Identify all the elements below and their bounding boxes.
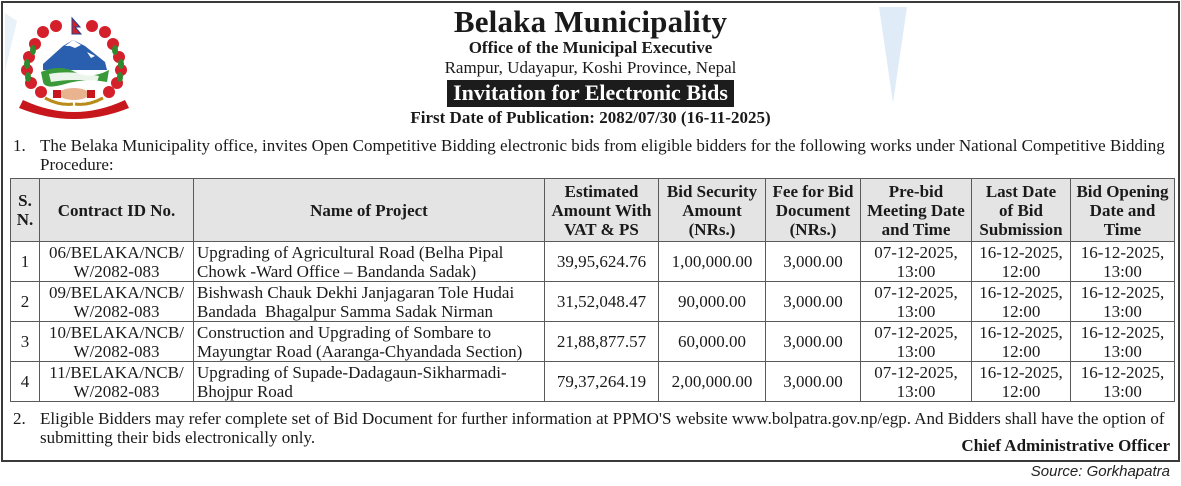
cell-project: Bishwash Chauk Dekhi Janjagaran Tole Hudai Bandada Bhagalpur Samma Sadak Nirman <box>194 282 545 322</box>
table-header-row <box>11 179 1175 242</box>
cell-opening: 16-12-2025, 13:00 <box>1071 242 1175 282</box>
column-header-security: Bid Security Amount (NRs.) <box>659 179 766 242</box>
column-header-opening: Bid Opening Date and Time <box>1071 179 1175 242</box>
cell-fee: 3,000.00 <box>766 242 861 282</box>
cell-security: 1,00,000.00 <box>659 242 766 282</box>
cell-prebid: 07-12-2025, 13:00 <box>861 362 972 402</box>
cell-last-date: 16-12-2025, 12:00 <box>972 362 1071 402</box>
notice-banner: Invitation for Electronic Bids <box>447 80 734 107</box>
publication-date: First Date of Publication: 2082/07/30 (16-11-2025) <box>410 108 771 127</box>
column-header-sn: S. N. <box>11 179 40 242</box>
bids-table <box>10 178 1175 402</box>
cell-opening: 16-12-2025, 13:00 <box>1071 362 1175 402</box>
cell-estimated: 39,95,624.76 <box>545 242 659 282</box>
cell-contract-id: 10/BELAKA/NCB/ W/2082-083 <box>40 322 194 362</box>
paragraph-number: 2. <box>13 409 26 428</box>
cell-contract-id: 06/BELAKA/NCB/ W/2082-083 <box>40 242 194 282</box>
table-row <box>11 282 1175 322</box>
paragraph-number: 1. <box>13 136 26 155</box>
cell-estimated: 79,37,264.19 <box>545 362 659 402</box>
cell-sn: 2 <box>11 282 40 322</box>
cell-fee: 3,000.00 <box>766 282 861 322</box>
table-row <box>11 362 1175 402</box>
cell-prebid: 07-12-2025, 13:00 <box>861 322 972 362</box>
cell-prebid: 07-12-2025, 13:00 <box>861 282 972 322</box>
cell-estimated: 21,88,877.57 <box>545 322 659 362</box>
cell-last-date: 16-12-2025, 12:00 <box>972 242 1071 282</box>
cell-sn: 1 <box>11 242 40 282</box>
table-row <box>11 322 1175 362</box>
column-header-project: Name of Project <box>194 179 545 242</box>
bid-notice <box>1 1 1180 462</box>
source-credit: Source: Gorkhapatra <box>1030 463 1170 480</box>
paragraph-text: Eligible Bidders may refer complete set of Bid Document for further information at PPMO'S website www.bolpatra.gov.np/egp. And Bidders shall have the option of submitting their bids electronically only. <box>40 409 1165 447</box>
cell-estimated: 31,52,048.47 <box>545 282 659 322</box>
cell-contract-id: 11/BELAKA/NCB/ W/2082-083 <box>40 362 194 402</box>
cell-project: Upgrading of Agricultural Road (Belha Pipal Chowk -Ward Office – Bandanda Sadak) <box>194 242 545 282</box>
cell-project: Upgrading of Supade-Dadagaun-Sikharmadi- Bhojpur Road <box>194 362 545 402</box>
paragraph-1 <box>13 136 1173 174</box>
column-header-estimated: Estimated Amount With VAT & PS <box>545 179 659 242</box>
cell-last-date: 16-12-2025, 12:00 <box>972 322 1071 362</box>
office-name: Office of the Municipal Executive <box>468 38 713 57</box>
notice-header <box>3 6 1178 128</box>
page-title: Belaka Municipality <box>453 4 728 39</box>
column-header-prebid: Pre-bid Meeting Date and Time <box>861 179 972 242</box>
column-header-contract-id: Contract ID No. <box>40 179 194 242</box>
cell-project: Construction and Upgrading of Sombare to Mayungtar Road (Aaranga-Chyandada Section) <box>194 322 545 362</box>
cell-opening: 16-12-2025, 13:00 <box>1071 282 1175 322</box>
cell-security: 2,00,000.00 <box>659 362 766 402</box>
cell-contract-id: 09/BELAKA/NCB/ W/2082-083 <box>40 282 194 322</box>
cell-last-date: 16-12-2025, 12:00 <box>972 282 1071 322</box>
cell-prebid: 07-12-2025, 13:00 <box>861 242 972 282</box>
paragraph-text: The Belaka Municipality office, invites Open Competitive Bidding electronic bids from eligible bidders for the following works under National Competitive Bidding Procedure: <box>40 136 1165 174</box>
table-row <box>11 242 1175 282</box>
cell-fee: 3,000.00 <box>766 322 861 362</box>
cell-opening: 16-12-2025, 13:00 <box>1071 322 1175 362</box>
column-header-last-date: Last Date of Bid Submission <box>972 179 1071 242</box>
cell-security: 60,000.00 <box>659 322 766 362</box>
cell-sn: 3 <box>11 322 40 362</box>
cell-sn: 4 <box>11 362 40 402</box>
signatory-title: Chief Administrative Officer <box>961 436 1170 455</box>
column-header-fee: Fee for Bid Document (NRs.) <box>766 179 861 242</box>
office-address: Rampur, Udayapur, Koshi Province, Nepal <box>444 58 737 77</box>
cell-fee: 3,000.00 <box>766 362 861 402</box>
cell-security: 90,000.00 <box>659 282 766 322</box>
